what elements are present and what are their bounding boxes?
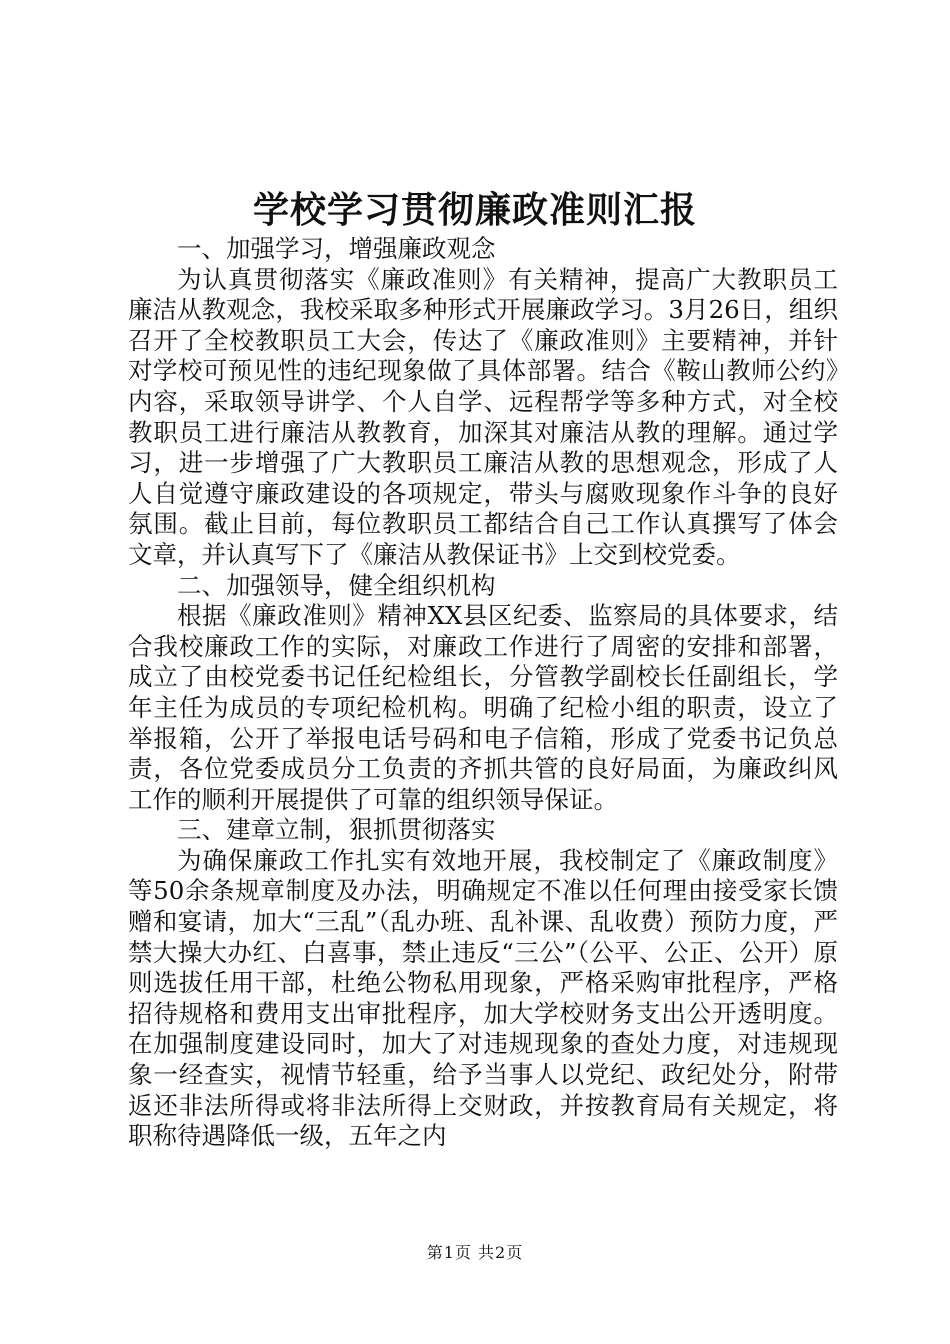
section-heading-2: 二、加强领导，健全组织机构 [177, 570, 496, 600]
section-heading-1: 一、加强学习，增强廉政观念 [177, 234, 496, 263]
paragraph-1: 为认真贯彻落实《廉政准则》有关精神，提高广大教职员工廉洁从教观念，我校采取多种形式开展廉政学习。3月26日，组织召开了全校教职员工大会，传达了《廉政准则》主要精神，并针对学校可预见性的违纪现象做了具体部署。结合《鞍山教师公约》内容，采取领导讲学、个人自学、远程帮学等多种方式，对全校教职员工进行廉洁从教教育，加深其对廉洁从教的理解。通过学习，进一步增强了广大教职员工廉洁从教的思想观念，形成了人人自觉遵守廉政建设的各项规定，带头与腐败现象作斗争的良好氛围。截止目前，每位教职员工都结合自己工作认真撰写了体会文章，并认真写下了《廉洁从教保证书》上交到校党委。 [128, 264, 838, 569]
paragraph-3: 为确保廉政工作扎实有效地开展，我校制定了《廉政制度》等50余条规章制度及办法，明确规定不准以任何理由接受家长馈赠和宴请，加大“三乱”（乱办班、乱补课、乱收费）预防力度，严禁大操大办红、白喜事，禁止违反“三公”（公平、公正、公开）原则选拔任用干部，杜绝公物私用现象，严格采购审批程序，严格招待规格和费用支出审批程序，加大学校财务支出公开透明度。在加强制度建设同时，加大了对违规现象的查处力度，对违规现象一经查实，视情节轻重，给予当事人以党纪、政纪处分，附带返还非法所得或将非法所得上交财政，并按教育局有关规定，将职称待遇降低一级，五年之内 [128, 845, 838, 1151]
page-number-footer: 第1页 共2页 [426, 1243, 524, 1262]
document-title: 学校学习贯彻廉政准则汇报 [252, 189, 697, 231]
document-body [128, 234, 838, 1152]
paragraph-2: 根据《廉政准则》精神XX县区纪委、监察局的具体要求，结合我校廉政工作的实际，对廉政工作进行了周密的安排和部署，成立了由校党委书记任纪检组长，分管教学副校长任副组长，学年主任为成员的专项纪检机构。明确了纪检小组的职责，设立了举报箱，公开了举报电话号码和电子信箱，形成了党委书记负总责，各位党委成员分工负责的齐抓共管的良好局面，为廉政纠风工作的顺利开展提供了可靠的组织领导保证。 [128, 601, 838, 814]
section-heading-3: 三、建章立制，狠抓贯彻落实 [177, 815, 496, 845]
